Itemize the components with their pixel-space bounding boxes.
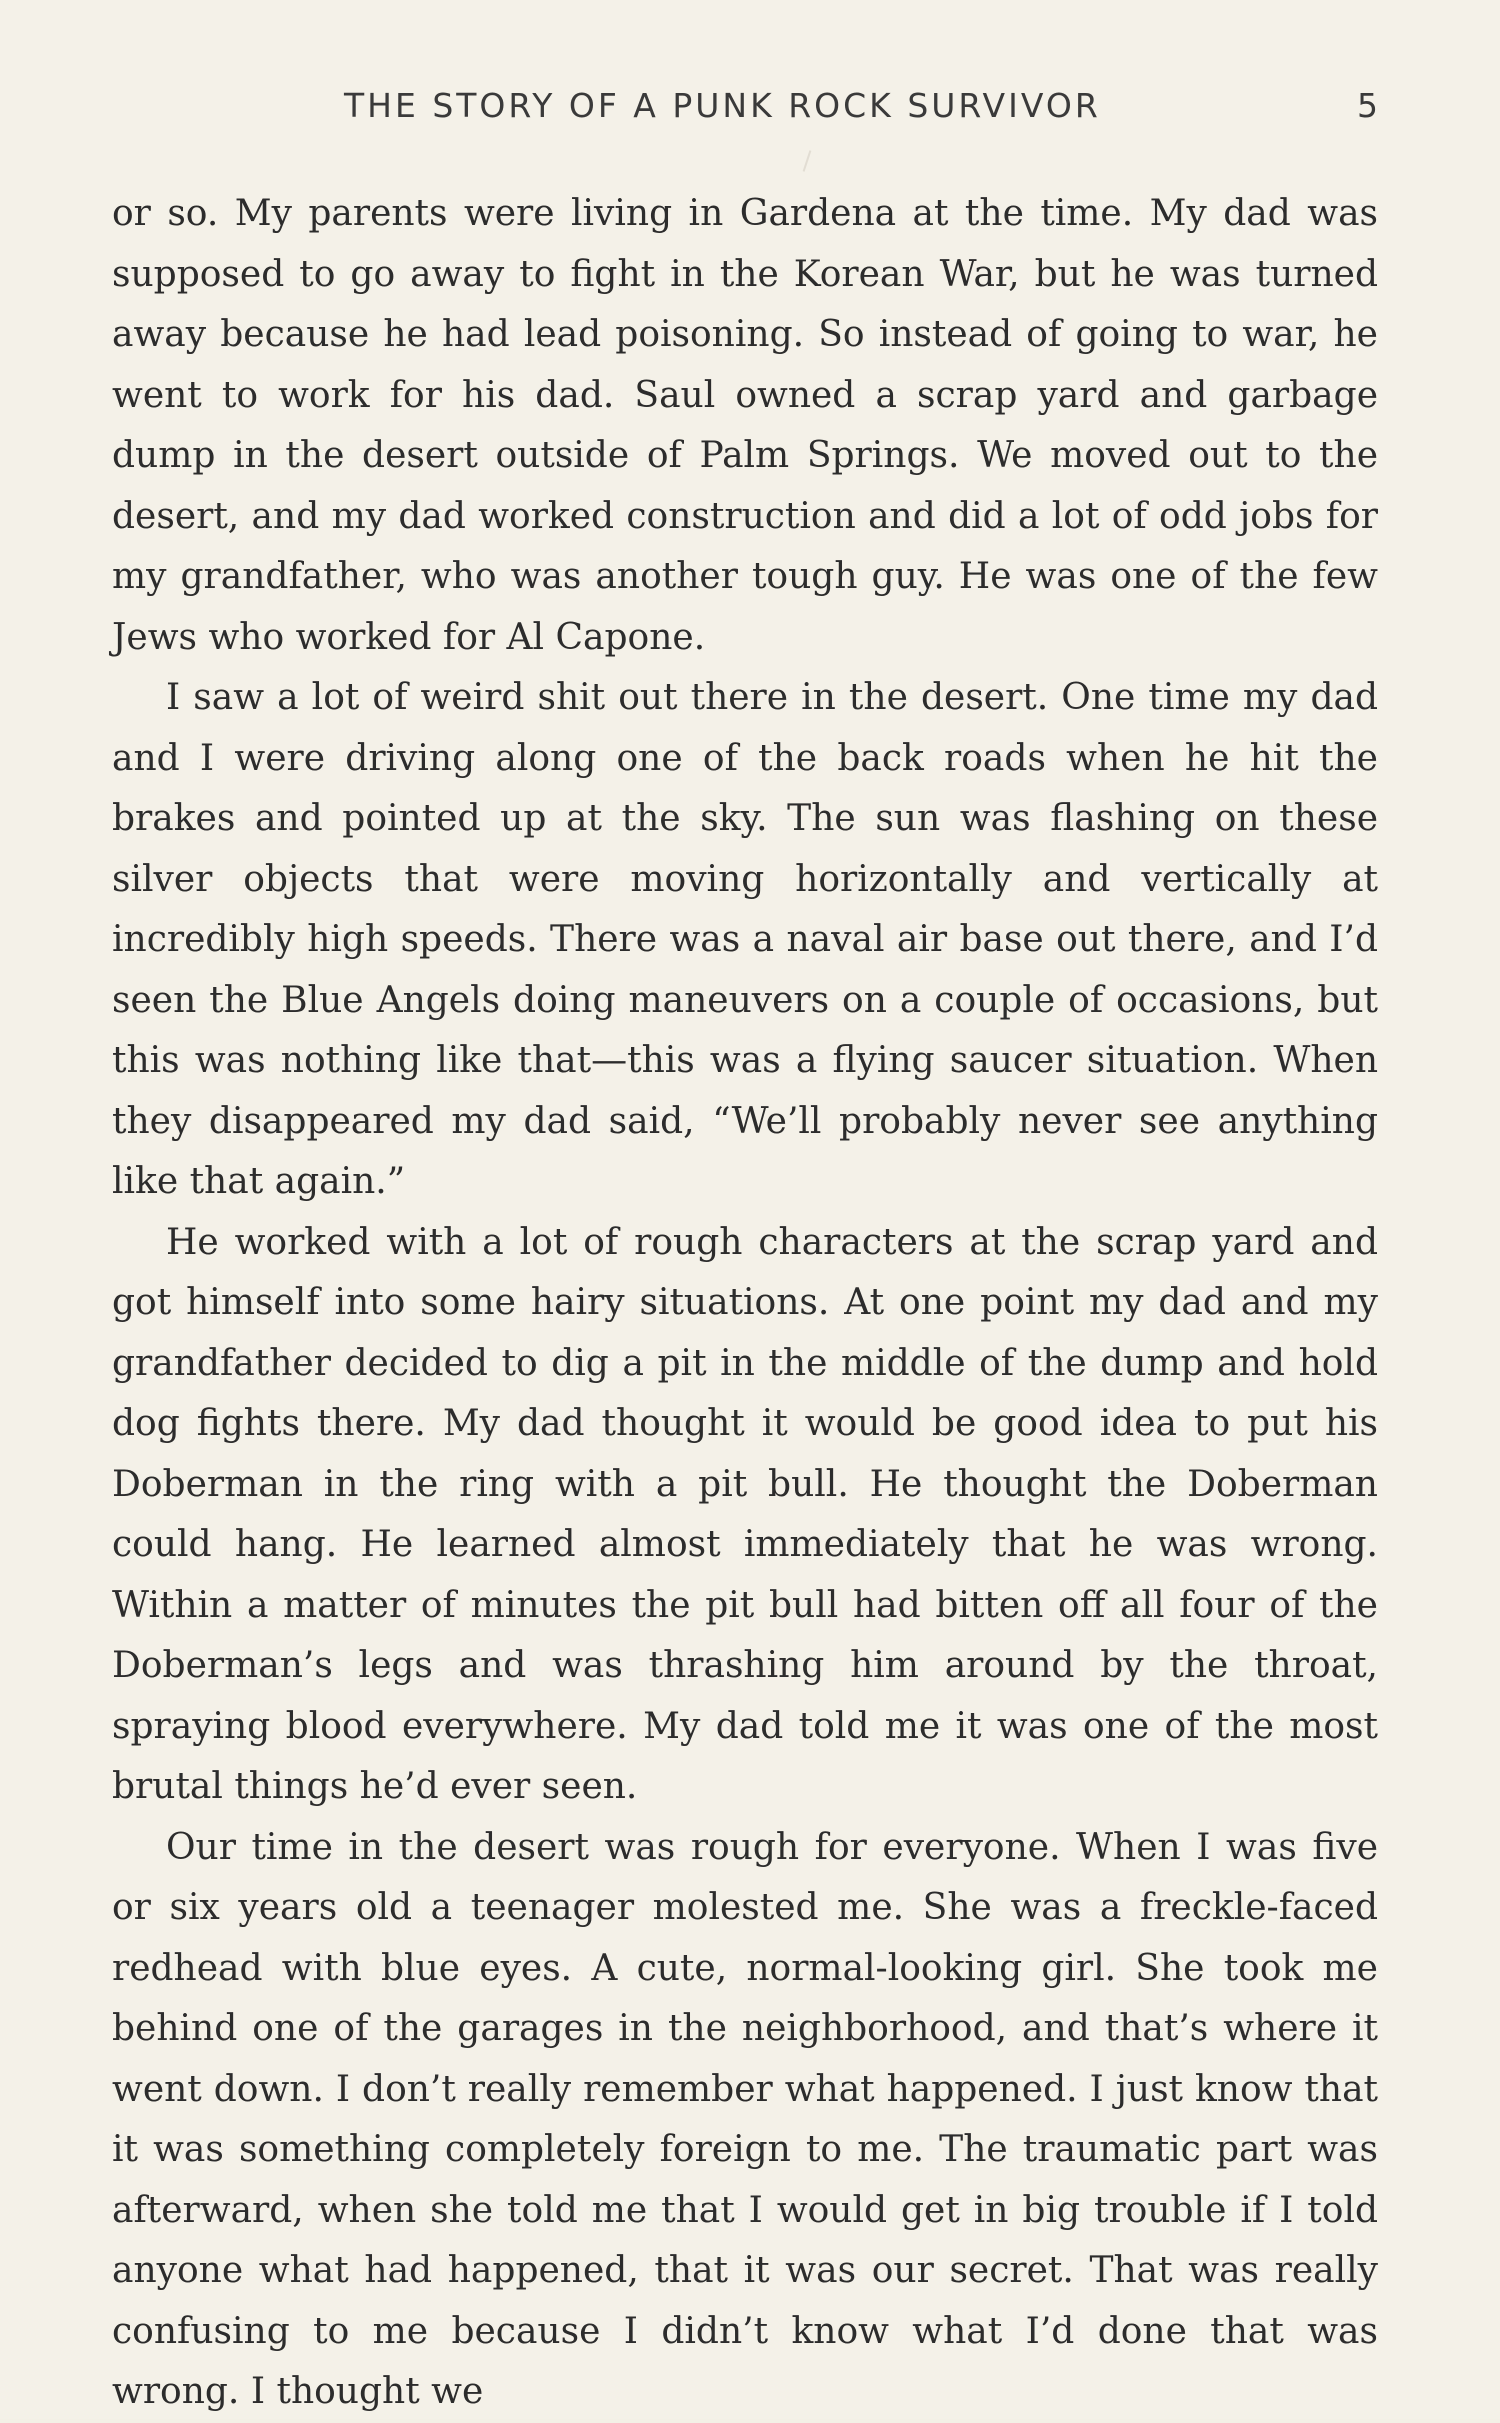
running-head: [112, 86, 1378, 138]
paragraph-2: I saw a lot of weird shit out there in the desert. One time my dad and I were driving along one of the back roads when he hit the brakes and pointed up at the sky. The sun was flashing on these silver objects that were moving horizontally and vertically at incredibly high speeds. There was a naval air base out there, and I’d seen the Blue Angels doing maneuvers on a couple of occasions, but this was nothing like that—this was a flying saucer situation. When they disappeared my dad said, “We’ll probably never see anything like that again.”: [112, 677, 1378, 1202]
paragraph-4: Our time in the desert was rough for everyone. When I was five or six years old a teenager molested me. She was a freckle-faced redhead with blue eyes. A cute, normal-looking girl. She took me behind one of the garages in the neighborhood, and that’s where it went down. I don’t really remember what happened. I just know that it was something completely foreign to me. The traumatic part was afterward, when she told me that I would get in big trouble if I told anyone what had happened, that it was our secret. That was really confusing to me because I didn’t know what I’d done that was wrong. I thought we: [112, 1826, 1378, 2412]
paper-mark: [803, 150, 812, 172]
paragraph-1: or so. My parents were living in Gardena at the time. My dad was supposed to go away to fight in the Korean War, but he was turned away because he had lead poisoning. So instead of going to war, he went to work for his dad. Saul owned a scrap yard and garbage dump in the desert outside of Palm Springs. We moved out to the desert, and my dad worked construction and did a lot of odd jobs for my grandfather, who was another tough guy. He was one of the few Jews who worked for Al Capone.: [112, 193, 1378, 658]
body-text: [112, 184, 1378, 2423]
page-number: 5: [1357, 86, 1378, 125]
running-title: THE STORY OF A PUNK ROCK SURVIVOR: [344, 86, 1101, 125]
paragraph-3: He worked with a lot of rough characters at the scrap yard and got himself into some hairy situations. At one point my dad and my grandfather decided to dig a pit in the middle of the dump and hold dog fights there. My dad thought it would be good idea to put his Doberman in the ring with a pit bull. He thought the Doberman could hang. He learned almost immediately that he was wrong. Within a matter of minutes the pit bull had bitten off all four of the Doberman’s legs and was thrashing him around by the throat, spraying blood everywhere. My dad told me it was one of the most brutal things he’d ever seen.: [112, 1221, 1378, 1807]
